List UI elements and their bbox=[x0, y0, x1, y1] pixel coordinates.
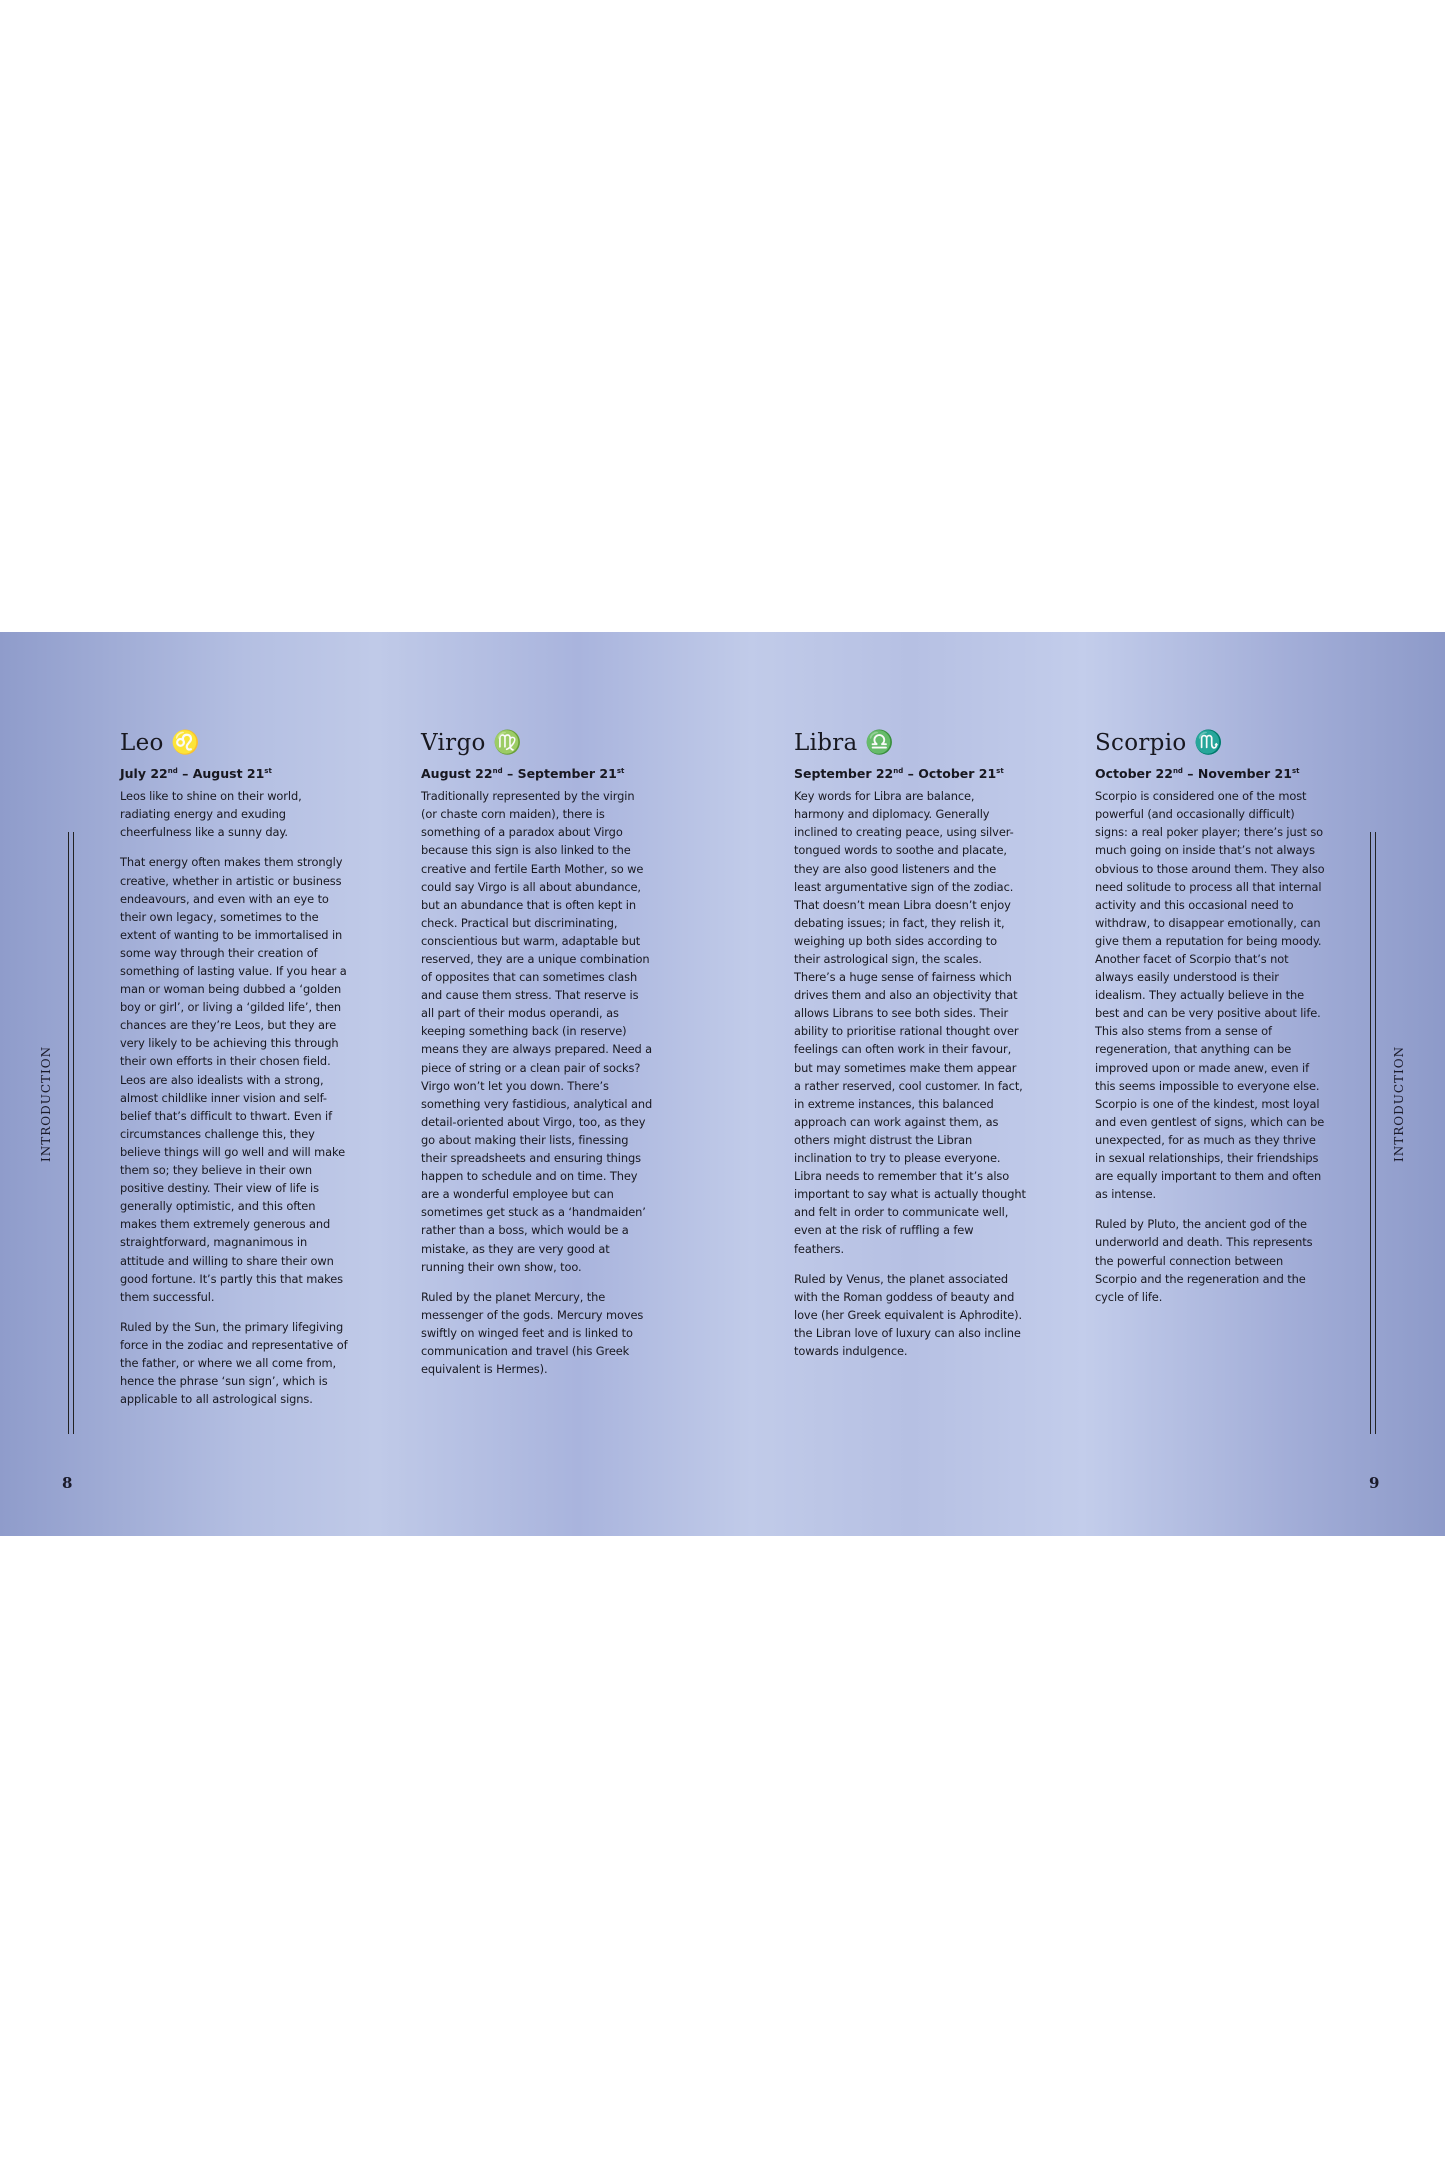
right-section-label: INTRODUCTION bbox=[1392, 1045, 1406, 1162]
sign-paragraph: Ruled by Pluto, the ancient god of the underworld and death. This represents the powerful connection between Scorpio and the regeneration and the cycle of life. bbox=[1095, 1217, 1313, 1304]
sign-dates: September 22nd – October 21st bbox=[794, 766, 1004, 782]
sign-column-leo bbox=[120, 728, 350, 1420]
left-section-label: INTRODUCTION bbox=[39, 1045, 53, 1162]
sign-heading: Virgo ♍ bbox=[421, 730, 523, 756]
sign-paragraph: Leos like to shine on their world, radiating energy and exuding cheerfulness like a sunny day. bbox=[120, 789, 302, 840]
sign-paragraph: Ruled by Venus, the planet associated with the Roman goddess of beauty and love (her Greek equivalent is Aphrodite). the Libran love of luxury can also incline towards indulgence. bbox=[794, 1271, 1022, 1358]
sign-paragraph: Key words for Libra are balance, harmony and diplomacy. Generally inclined to creating peace, using silver-tongued words to soothe and placate, they are also good listeners and the least argumentative sign of the zodiac. That doesn’t mean Libra doesn’t enjoy debating issues; in fact, they relish it, weighing up both sides according to their astrological sign, the scales. There’s a huge sense of fairness which drives them and also an objectivity that allows Librans to see both sides. Their ability to prioritise rational thought over feelings can often work in their favour, but may sometimes make them appear a rather reserved, cool customer. In fact, in extreme instances, this balanced approach can work against them, as others might distrust the Libran inclination to try to please everyone. Libra needs to remember that it’s also important to say what is actually thought and felt in order to communicate well, even at the risk of ruffling a few feathers. bbox=[794, 789, 1026, 1256]
sign-paragraph: Traditionally represented by the virgin (or chaste corn maiden), there is something of a paradox about Virgo because this sign is also linked to the creative and fertile Earth Mother, so we could say Virgo is all about abundance, but an abundance that is often kept in check. Practical but discriminating, conscientious but warm, adaptable but reserved, they are a unique combination of opposites that can sometimes clash and cause them stress. That reserve is all part of their modus operandi, as keeping something back (in reserve) means they are always prepared. Need a piece of string or a clean pair of socks? Virgo won’t let you down. There’s something very fastidious, analytical and detail-oriented about Virgo, too, as they go about making their lists, finessing their spreadsheets and ensuring things happen to schedule and on time. They are a wonderful employee but can sometimes get stuck as a ‘handmaiden’ rather than a boss, which would be a mistake, as they are very good at running their own show, too. bbox=[421, 789, 653, 1274]
right-page-number: 9 bbox=[1369, 1474, 1380, 1492]
sign-column-scorpio bbox=[1095, 728, 1327, 1318]
sign-paragraph: Scorpio is considered one of the most powerful (and occasionally difficult) signs: a real poker player; there’s just so much going on inside that’s not always obvious to those around them. They also need solitude to process all that internal activity and this occasional need to withdraw, to disappear emotionally, can give them a reputation for being moody. Another facet of Scorpio that’s not always easily understood is their idealism. They actually believe in the best and can be very positive about life. This also stems from a sense of regeneration, that anything can be improved upon or made anew, even if this seems impossible to everyone else. Scorpio is one of the kindest, most loyal and even gentlest of signs, which can be unexpected, for as much as they thrive in sexual relationships, their friendships are equally important to them and often as intense. bbox=[1095, 789, 1325, 1202]
sign-column-virgo bbox=[421, 728, 653, 1390]
sign-paragraph: That energy often makes them strongly creative, whether in artistic or business endeavours, and even with an eye to their own legacy, sometimes to the extent of wanting to be immortalised in some way through their creation of something of lasting value. If you hear a man or woman being dubbed a ‘golden boy or girl’, or living a ‘gilded life’, then chances are they’re Leos, but they are very likely to be achieving this through their own efforts in their chosen field. Leos are also idealists with a strong, almost childlike inner vision and self-belief that’s difficult to thwart. Even if circumstances challenge this, they believe things will go well and will make them so; they believe in their own positive destiny. Their view of life is generally optimistic, and this often makes them extremely generous and straightforward, magnanimous in attitude and willing to share their own good fortune. It’s partly this that makes them successful. bbox=[120, 855, 347, 1304]
sign-dates: July 22nd – August 21st bbox=[120, 766, 272, 782]
sign-heading: Leo ♌ bbox=[120, 730, 201, 756]
right-margin-rule bbox=[1370, 832, 1376, 1434]
sign-column-libra bbox=[794, 728, 1026, 1372]
sign-paragraph: Ruled by the Sun, the primary lifegiving force in the zodiac and representative of the father, or where we all come from, hence the phrase ‘sun sign’, which is applicable to all astrological signs. bbox=[120, 1319, 348, 1407]
sign-dates: August 22nd – September 21st bbox=[421, 766, 625, 782]
left-margin-rule bbox=[68, 832, 74, 1434]
book-spread bbox=[0, 632, 1445, 1536]
sign-paragraph: Ruled by the planet Mercury, the messenger of the gods. Mercury moves swiftly on winged feet and is linked to communication and travel (his Greek equivalent is Hermes). bbox=[421, 1289, 644, 1377]
sign-heading: Libra ♎ bbox=[794, 730, 895, 756]
sign-heading: Scorpio ♏ bbox=[1095, 730, 1224, 756]
left-page-number: 8 bbox=[62, 1474, 73, 1492]
sign-dates: October 22nd – November 21st bbox=[1095, 766, 1300, 782]
